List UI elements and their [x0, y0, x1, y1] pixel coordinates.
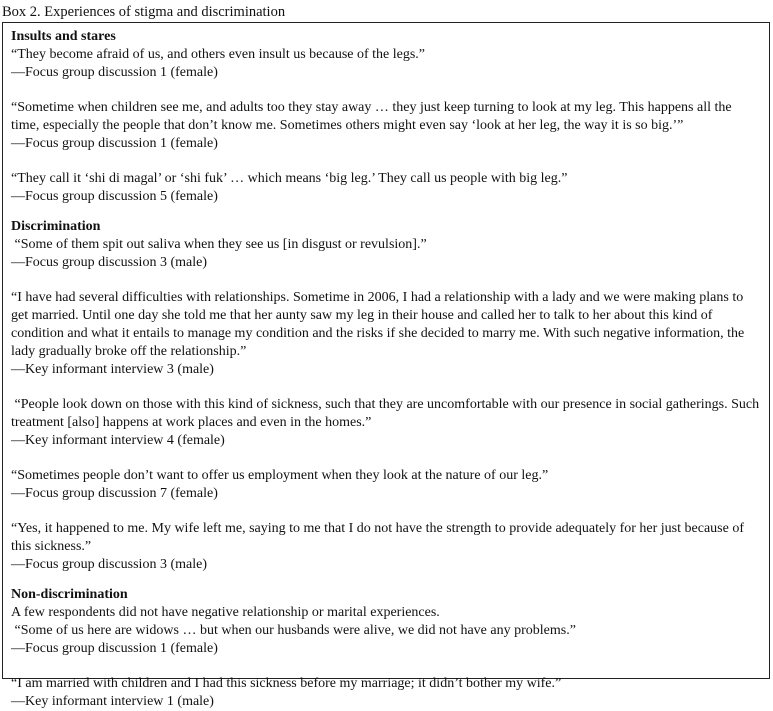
quote: “I have had several difficulties with relationships. Sometime in 2006, I had a relationship with a lady and we were making plans to get married. Until one day she told me that her aunty saw my leg in their house and called her to talk to her about this kind of condition and what it entails to manage my condition and the risks if she decided to marry me. With such negative information, the lady gradually broke off the relationship.”: [11, 290, 745, 359]
quote-source: —Focus group discussion 3 (male): [11, 557, 207, 572]
quote: “Some of them spit out saliva when they see us [in disgust or revulsion].”: [11, 237, 427, 252]
quote: “They become afraid of us, and others even insult us because of the legs.”: [11, 47, 426, 62]
quote: “Sometime when children see me, and adults too they stay away … they just keep turning to look at my leg. This happens all the time, especially the people that don’t know me. Sometimes others might even say ‘look at her leg, the way it is so big.’”: [11, 100, 732, 133]
section-heading-insults: Insults and stares: [11, 29, 116, 44]
quote-box: [2, 22, 770, 709]
quote: “They call it ‘shi di magal’ or ‘shi fuk’ … which means ‘big leg.’ They call us people with big leg.”: [11, 171, 568, 186]
box-title: Box 2. Experiences of stigma and discrimination: [2, 4, 286, 20]
quote: “People look down on those with this kind of sickness, such that they are uncomfortable with our presence in social gatherings. Such treatment [also] happens at work places and even in the homes.”: [11, 397, 763, 430]
section-heading-discrimination: Discrimination: [11, 219, 101, 234]
quote-source: —Focus group discussion 1 (female): [11, 136, 218, 151]
quote-source: —Key informant interview 4 (female): [11, 433, 225, 448]
quote-source: —Key informant interview 3 (male): [11, 362, 214, 377]
quote: “I am married with children and I had this sickness before my marriage; it didn’t bother my wife.”: [11, 676, 562, 691]
quote-source: —Focus group discussion 3 (male): [11, 255, 207, 270]
quote: “Yes, it happened to me. My wife left me, saying to me that I do not have the strength to provide adequately for her just because of this sickness.”: [11, 521, 744, 554]
quote: “Some of us here are widows … but when our husbands were alive, we did not have any problems.”: [11, 623, 576, 638]
section-intro: A few respondents did not have negative relationship or marital experiences.: [11, 605, 440, 620]
quote-source: —Focus group discussion 5 (female): [11, 189, 218, 204]
quote-source: —Key informant interview 1 (male): [11, 694, 214, 709]
quote-source: —Focus group discussion 1 (female): [11, 65, 218, 80]
quote-source: —Focus group discussion 7 (female): [11, 486, 218, 501]
quote-source: —Focus group discussion 1 (female): [11, 641, 218, 656]
quote: “Sometimes people don’t want to offer us employment when they look at the nature of our leg.”: [11, 468, 549, 483]
section-heading-non-discrimination: Non-discrimination: [11, 587, 128, 602]
